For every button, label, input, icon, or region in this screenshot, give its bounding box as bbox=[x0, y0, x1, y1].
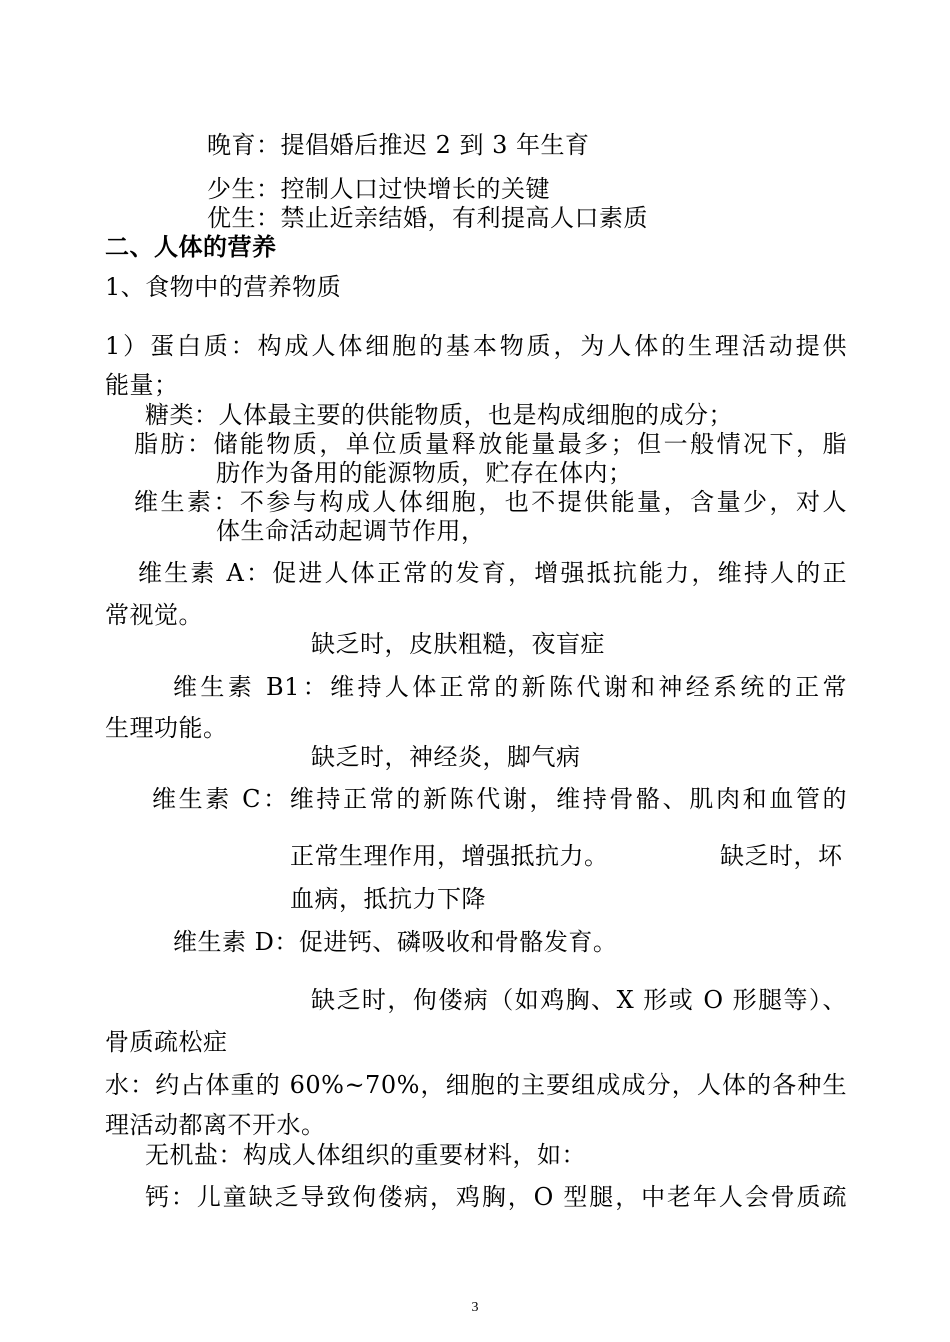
text-line-protein: 1）蛋白质：构成人体细胞的基本物质，为人体的生理活动提供 bbox=[105, 332, 847, 360]
text-line-vitamin-a-cont: 常视觉。 bbox=[105, 601, 203, 629]
text-line-protein-cont: 能量； bbox=[105, 371, 179, 399]
text-line-water-cont: 理活动都离不开水。 bbox=[105, 1111, 326, 1139]
text-line-better-births: 优生：禁止近亲结婚，有利提高人口素质 bbox=[207, 204, 648, 232]
text-line-fewer-births: 少生：控制人口过快增长的关键 bbox=[207, 175, 550, 203]
section-heading-nutrition: 二、人体的营养 bbox=[105, 233, 277, 261]
text-line-vitamin-d-deficiency-cont: 骨质疏松症 bbox=[105, 1028, 228, 1056]
page-number: 3 bbox=[471, 1300, 479, 1315]
text-line-fat-cont: 肪作为备用的能源物质，贮存在体内； bbox=[216, 459, 633, 487]
text-line-vitamin-d: 维生素 D：促进钙、磷吸收和骨骼发育。 bbox=[173, 928, 618, 956]
text-line-vitamin-b1: 维生素 B1：维持人体正常的新陈代谢和神经系统的正常 bbox=[173, 673, 847, 701]
text-line-vitamins: 维生素：不参与构成人体细胞，也不提供能量，含量少，对人 bbox=[134, 488, 847, 516]
text-line-vitamin-a-deficiency: 缺乏时，皮肤粗糙，夜盲症 bbox=[311, 630, 605, 658]
text-line-vitamin-c: 维生素 C：维持正常的新陈代谢，维持骨骼、肌肉和血管的 bbox=[152, 785, 847, 813]
text-line-carbohydrates: 糖类：人体最主要的供能物质，也是构成细胞的成分； bbox=[145, 401, 733, 429]
text-line-vitamin-c-cont: 正常生理作用，增强抵抗力。 bbox=[290, 842, 609, 870]
text-line-calcium: 钙：儿童缺乏导致佝偻病，鸡胸，O 型腿，中老年人会骨质疏 bbox=[145, 1183, 847, 1211]
text-line-vitamin-c-deficiency: 缺乏时，坏 bbox=[720, 842, 843, 870]
text-line-water: 水：约占体重的 60%~70%，细胞的主要组成成分，人体的各种生 bbox=[105, 1071, 847, 1099]
text-line-fat: 脂肪：储能物质，单位质量释放能量最多；但一般情况下，脂 bbox=[134, 430, 847, 458]
text-line-minerals: 无机盐：构成人体组织的重要材料，如： bbox=[145, 1141, 586, 1169]
text-line-late-childbearing: 晚育：提倡婚后推迟 2 到 3 年生育 bbox=[207, 131, 590, 159]
text-line-vitamin-a: 维生素 A：促进人体正常的发育，增强抵抗能力，维持人的正 bbox=[138, 559, 847, 587]
text-line-vitamin-b1-cont: 生理功能。 bbox=[105, 714, 228, 742]
text-line-vitamin-d-deficiency: 缺乏时，佝偻病（如鸡胸、X 形或 O 形腿等）、 bbox=[311, 986, 847, 1014]
text-line-vitamins-cont: 体生命活动起调节作用， bbox=[216, 517, 486, 545]
subsection-heading-nutrients: 1、食物中的营养物质 bbox=[105, 273, 342, 301]
text-line-vitamin-c-deficiency-cont: 血病，抵抗力下降 bbox=[290, 885, 486, 913]
text-line-vitamin-b1-deficiency: 缺乏时，神经炎，脚气病 bbox=[311, 743, 581, 771]
